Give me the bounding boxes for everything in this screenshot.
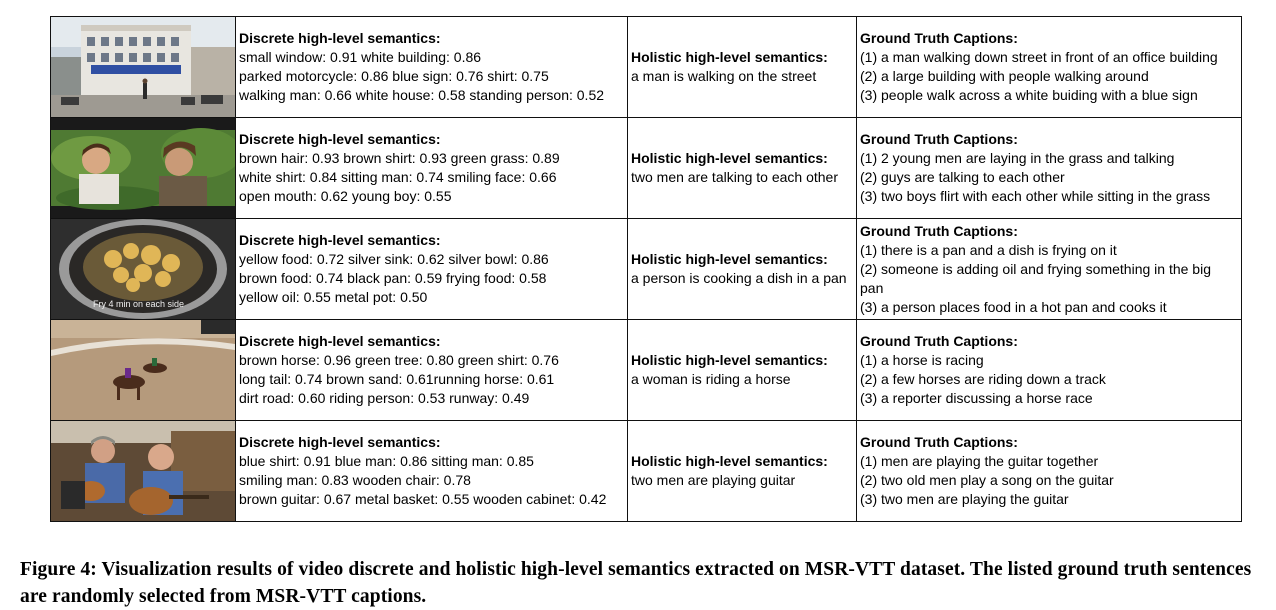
discrete-line: parked motorcycle: 0.86 blue sign: 0.76 shirt: 0.75	[239, 68, 549, 84]
ground-truth-cell	[857, 320, 1242, 421]
holistic-header: Holistic high-level semantics:	[631, 453, 828, 469]
discrete-semantics-cell	[236, 219, 628, 320]
video-thumbnail-cell	[51, 17, 236, 118]
discrete-line: brown food: 0.74 black pan: 0.59 frying food: 0.58	[239, 270, 547, 286]
discrete-header: Discrete high-level semantics:	[239, 131, 441, 147]
two-men-grass-thumbnail	[51, 118, 235, 218]
discrete-line: smiling man: 0.83 wooden chair: 0.78	[239, 472, 471, 488]
ground-truth-line: (3) two boys flirt with each other while sitting in the grass	[860, 188, 1211, 204]
discrete-line: white shirt: 0.84 sitting man: 0.74 smiling face: 0.66	[239, 169, 557, 185]
holistic-semantics-cell	[628, 17, 857, 118]
discrete-semantics-cell	[236, 17, 628, 118]
discrete-line: yellow food: 0.72 silver sink: 0.62 silver bowl: 0.86	[239, 251, 549, 267]
discrete-line: blue shirt: 0.91 blue man: 0.86 sitting man: 0.85	[239, 453, 534, 469]
discrete-semantics-cell	[236, 421, 628, 522]
holistic-text: a woman is riding a horse	[631, 371, 791, 387]
guitar-players-thumbnail	[51, 421, 235, 521]
ground-truth-line: (2) guys are talking to each other	[860, 169, 1065, 185]
discrete-semantics-cell	[236, 118, 628, 219]
ground-truth-header: Ground Truth Captions:	[860, 434, 1018, 450]
holistic-header: Holistic high-level semantics:	[631, 150, 828, 166]
table-row	[51, 421, 1242, 522]
discrete-line: long tail: 0.74 brown sand: 0.61running horse: 0.61	[239, 371, 555, 387]
ground-truth-line: (1) 2 young men are laying in the grass and talking	[860, 150, 1175, 166]
ground-truth-header: Ground Truth Captions:	[860, 333, 1018, 349]
overlay-caption: Fry 4 min on each side	[93, 299, 185, 309]
discrete-line: brown guitar: 0.67 metal basket: 0.55 wooden cabinet: 0.42	[239, 491, 607, 507]
discrete-line: small window: 0.91 white building: 0.86	[239, 49, 482, 65]
holistic-header: Holistic high-level semantics:	[631, 352, 828, 368]
discrete-line: open mouth: 0.62 young boy: 0.55	[239, 188, 452, 204]
holistic-text: two men are playing guitar	[631, 472, 796, 488]
holistic-header: Holistic high-level semantics:	[631, 251, 828, 267]
ground-truth-cell	[857, 118, 1242, 219]
video-thumbnail-cell	[51, 320, 236, 421]
ground-truth-header: Ground Truth Captions:	[860, 222, 1018, 239]
discrete-header: Discrete high-level semantics:	[239, 30, 441, 46]
discrete-line: dirt road: 0.60 riding person: 0.53 runway: 0.49	[239, 390, 530, 406]
holistic-semantics-cell	[628, 320, 857, 421]
ground-truth-line: (3) a reporter discussing a horse race	[860, 390, 1093, 406]
holistic-text: a man is walking on the street	[631, 68, 817, 84]
frying-pan-thumbnail	[51, 219, 235, 319]
ground-truth-line: (3) two men are playing the guitar	[860, 491, 1069, 507]
ground-truth-line: (1) a horse is racing	[860, 352, 984, 368]
ground-truth-cell	[857, 421, 1242, 522]
video-thumbnail-cell	[51, 219, 236, 320]
discrete-semantics-cell	[236, 320, 628, 421]
discrete-line: yellow oil: 0.55 metal pot: 0.50	[239, 289, 428, 305]
figure-caption: Figure 4: Visualization results of video discrete and holistic high-level semantics extracted on MSR-VTT dataset. The listed ground truth sentences are randomly selected from MSR-VTT captions.	[20, 559, 1252, 607]
table-row	[51, 118, 1242, 219]
video-thumbnail-cell	[51, 118, 236, 219]
table-row	[51, 320, 1242, 421]
table-row	[51, 219, 1242, 320]
discrete-header: Discrete high-level semantics:	[239, 333, 441, 349]
holistic-header: Holistic high-level semantics:	[631, 49, 828, 65]
discrete-line: brown hair: 0.93 brown shirt: 0.93 green grass: 0.89	[239, 150, 560, 166]
ground-truth-header: Ground Truth Captions:	[860, 30, 1018, 46]
ground-truth-header: Ground Truth Captions:	[860, 131, 1018, 147]
ground-truth-cell	[857, 219, 1242, 320]
ground-truth-line: (2) a large building with people walking around	[860, 68, 1149, 84]
discrete-line: brown horse: 0.96 green tree: 0.80 green shirt: 0.76	[239, 352, 559, 368]
ground-truth-line: (2) a few horses are riding down a track	[860, 371, 1106, 387]
holistic-semantics-cell	[628, 219, 857, 320]
ground-truth-line: (2) someone is adding oil and frying something in the big pan	[860, 260, 1211, 296]
ground-truth-line: (3) people walk across a white buiding with a blue sign	[860, 87, 1198, 103]
video-thumbnail-cell	[51, 421, 236, 522]
table-row	[51, 17, 1242, 118]
holistic-semantics-cell	[628, 421, 857, 522]
street-building-thumbnail	[51, 17, 235, 117]
horse-racing-thumbnail	[51, 320, 235, 420]
holistic-text: two men are talking to each other	[631, 169, 839, 185]
holistic-text: a person is cooking a dish in a pan	[631, 270, 847, 286]
ground-truth-cell	[857, 17, 1242, 118]
ground-truth-line: (2) two old men play a song on the guitar	[860, 472, 1114, 488]
ground-truth-line: (3) a person places food in a hot pan and cooks it	[860, 298, 1167, 315]
discrete-line: walking man: 0.66 white house: 0.58 standing person: 0.52	[239, 87, 605, 103]
ground-truth-line: (1) men are playing the guitar together	[860, 453, 1099, 469]
figure-table	[50, 16, 1242, 522]
ground-truth-line: (1) a man walking down street in front of an office building	[860, 49, 1218, 65]
discrete-header: Discrete high-level semantics:	[239, 434, 441, 450]
discrete-header: Discrete high-level semantics:	[239, 232, 441, 248]
ground-truth-line: (1) there is a pan and a dish is frying on it	[860, 241, 1117, 258]
holistic-semantics-cell	[628, 118, 857, 219]
